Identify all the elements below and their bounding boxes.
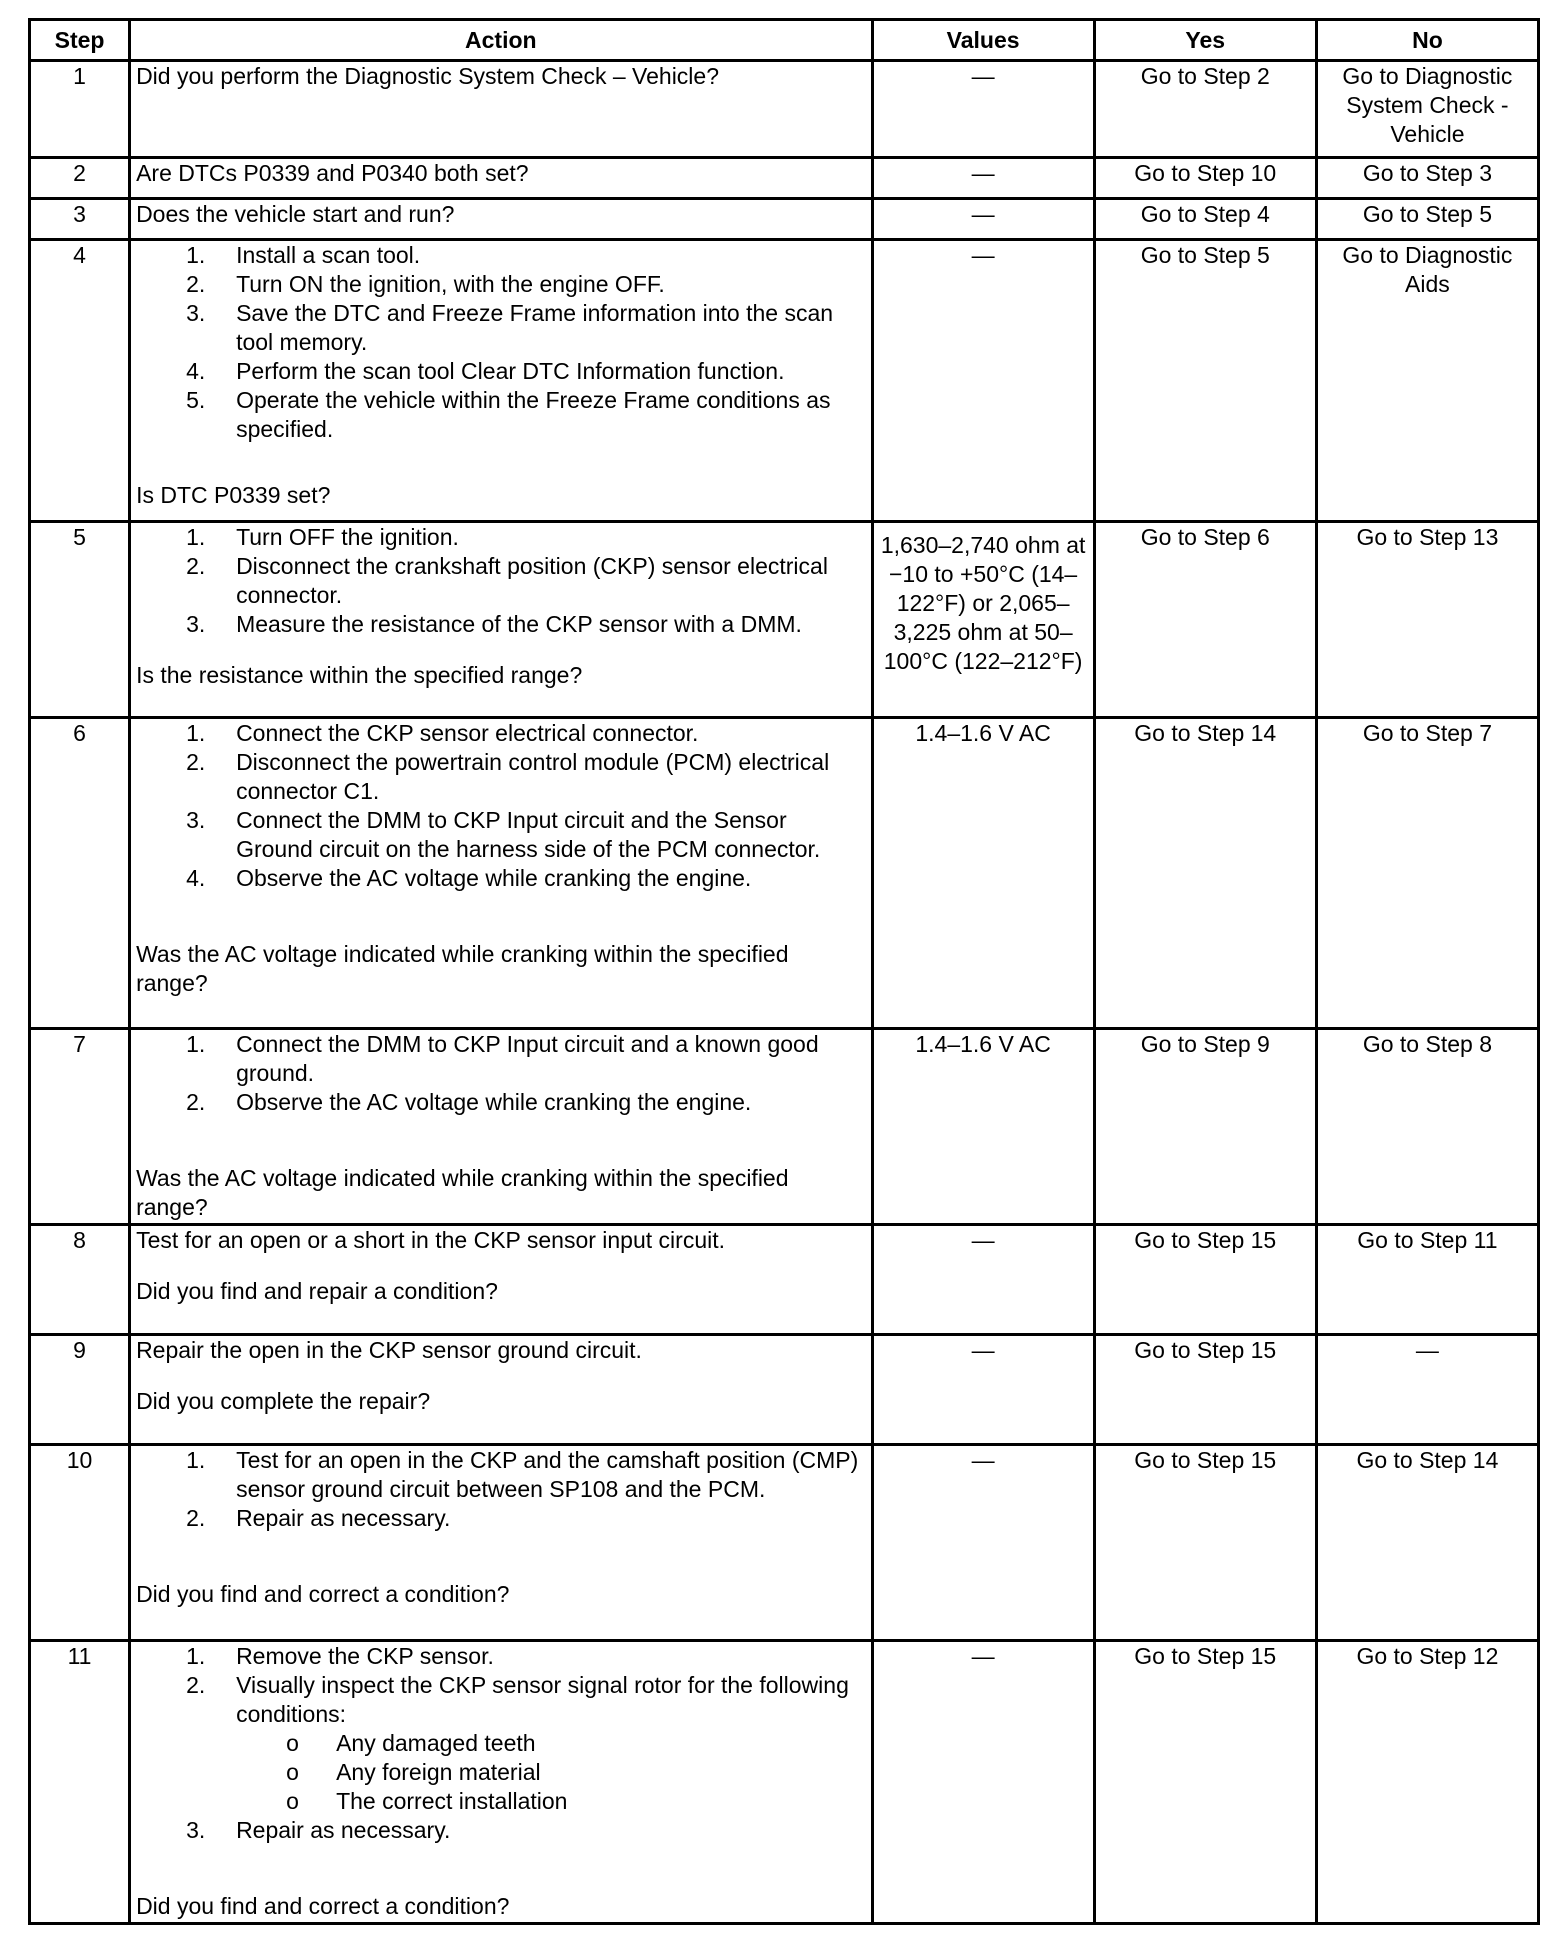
yes-cell: Go to Step 15	[1094, 1445, 1316, 1641]
condition-text: Any foreign material	[336, 1759, 541, 1785]
yes-cell: Go to Step 9	[1094, 1029, 1316, 1225]
substep	[136, 1088, 865, 1117]
yes-cell: Go to Step 15	[1094, 1225, 1316, 1335]
condition-text: The correct installation	[336, 1788, 568, 1814]
table-row-step-11	[30, 1641, 1539, 1924]
values-cell: 1,630–2,740 ohm at −10 to +50°C (14–122°F) or 2,065–3,225 ohm at 50–100°C (122–212°F)	[872, 522, 1094, 718]
question-text: Is the resistance within the specified range?	[136, 662, 583, 688]
question-text: Did you perform the Diagnostic System Check – Vehicle?	[136, 63, 720, 89]
header-action: Action	[130, 20, 872, 61]
step-number: 4	[30, 240, 130, 522]
substep-number: 1.	[186, 524, 206, 550]
substep-list	[136, 1642, 865, 1845]
bullet-mark: o	[286, 1759, 299, 1785]
values-cell: —	[872, 1445, 1094, 1641]
no-cell: Go to Step 11	[1316, 1225, 1538, 1335]
condition-text: Any damaged teeth	[336, 1730, 536, 1756]
no-cell: —	[1316, 1335, 1538, 1445]
substep-number: 3.	[186, 611, 206, 637]
table-row-step-7	[30, 1029, 1539, 1225]
header-values: Values	[872, 20, 1094, 61]
step-number: 9	[30, 1335, 130, 1445]
substep	[136, 523, 865, 552]
no-cell: Go to Diagnostic Aids	[1316, 240, 1538, 522]
substep-number: 2.	[186, 1672, 206, 1698]
substep-text: Observe the AC voltage while cranking the engine.	[236, 865, 752, 891]
step-number: 2	[30, 158, 130, 199]
substep	[136, 1446, 865, 1504]
no-cell: Go to Step 12	[1316, 1641, 1538, 1924]
substep	[136, 806, 865, 864]
action-cell	[130, 522, 872, 718]
no-cell: Go to Step 13	[1316, 522, 1538, 718]
action-cell	[130, 1225, 872, 1335]
substep-number: 1.	[186, 242, 206, 268]
question-text: Does the vehicle start and run?	[136, 201, 455, 227]
substep	[136, 1030, 865, 1088]
question-text: Did you find and correct a condition?	[136, 1581, 510, 1607]
substep	[136, 299, 865, 357]
yes-cell: Go to Step 10	[1094, 158, 1316, 199]
substep	[136, 552, 865, 610]
substep-text: Install a scan tool.	[236, 242, 421, 268]
header-step: Step	[30, 20, 130, 61]
substep-text: Repair as necessary.	[236, 1505, 451, 1531]
substep-text: Test for an open in the CKP and the camshaft position (CMP) sensor ground circuit between SP108 and the PCM.	[236, 1447, 859, 1502]
values-cell: —	[872, 1641, 1094, 1924]
bullet-mark: o	[286, 1788, 299, 1814]
table-row-step-8	[30, 1225, 1539, 1335]
question-text: Did you complete the repair?	[136, 1388, 431, 1414]
step-number: 7	[30, 1029, 130, 1225]
action-cell	[130, 199, 872, 240]
action-cell	[130, 1029, 872, 1225]
question-text: Was the AC voltage indicated while cranking within the specified range?	[136, 1165, 789, 1220]
substep-list	[136, 523, 865, 639]
substep-number: 5.	[186, 387, 206, 413]
substep-number: 2.	[186, 1089, 206, 1115]
no-cell: Go to Step 7	[1316, 718, 1538, 1029]
values-cell: —	[872, 1225, 1094, 1335]
no-cell: Go to Step 14	[1316, 1445, 1538, 1641]
substep-number: 2.	[186, 271, 206, 297]
no-cell: Go to Step 5	[1316, 199, 1538, 240]
values-cell: 1.4–1.6 V AC	[872, 718, 1094, 1029]
substep-list	[136, 1446, 865, 1533]
no-cell: Go to Diagnostic System Check - Vehicle	[1316, 61, 1538, 158]
step-number: 1	[30, 61, 130, 158]
substep-number: 1.	[186, 720, 206, 746]
substep	[136, 241, 865, 270]
action-cell	[130, 1445, 872, 1641]
header-yes: Yes	[1094, 20, 1316, 61]
header-row	[30, 20, 1539, 61]
diagnostic-table	[28, 18, 1540, 1925]
no-cell: Go to Step 8	[1316, 1029, 1538, 1225]
values-cell: —	[872, 61, 1094, 158]
substep	[136, 1504, 865, 1533]
action-cell	[130, 240, 872, 522]
table-row-step-10	[30, 1445, 1539, 1641]
action-cell	[130, 1641, 872, 1924]
step-number: 8	[30, 1225, 130, 1335]
substep-list	[136, 719, 865, 893]
bullet-mark: o	[286, 1730, 299, 1756]
action-cell	[130, 61, 872, 158]
substep-text: Operate the vehicle within the Freeze Frame conditions as specified.	[236, 387, 831, 442]
substep-number: 1.	[186, 1031, 206, 1057]
step-number: 5	[30, 522, 130, 718]
no-cell: Go to Step 3	[1316, 158, 1538, 199]
substep-text: Turn ON the ignition, with the engine OFF.	[236, 271, 665, 297]
table-row-step-5	[30, 522, 1539, 718]
lead-text: Repair the open in the CKP sensor ground circuit.	[136, 1337, 642, 1363]
substep	[136, 1671, 865, 1816]
substep-number: 3.	[186, 300, 206, 326]
substep	[136, 610, 865, 639]
yes-cell: Go to Step 15	[1094, 1335, 1316, 1445]
values-cell: —	[872, 158, 1094, 199]
table-row-step-1	[30, 61, 1539, 158]
action-cell	[130, 1335, 872, 1445]
substep-number: 2.	[186, 1505, 206, 1531]
values-cell: 1.4–1.6 V AC	[872, 1029, 1094, 1225]
question-text: Did you find and repair a condition?	[136, 1278, 498, 1304]
substep	[136, 719, 865, 748]
substep-number: 1.	[186, 1447, 206, 1473]
values-cell: —	[872, 1335, 1094, 1445]
table-row-step-2	[30, 158, 1539, 199]
substep-number: 4.	[186, 865, 206, 891]
condition-item	[136, 1787, 865, 1816]
yes-cell: Go to Step 5	[1094, 240, 1316, 522]
step-number: 11	[30, 1641, 130, 1924]
condition-list	[136, 1729, 865, 1816]
yes-cell: Go to Step 4	[1094, 199, 1316, 240]
question-text: Did you find and correct a condition?	[136, 1893, 510, 1919]
yes-cell: Go to Step 14	[1094, 718, 1316, 1029]
substep	[136, 864, 865, 893]
substep-text: Remove the CKP sensor.	[236, 1643, 494, 1669]
substep-text: Connect the DMM to CKP Input circuit and a known good ground.	[236, 1031, 819, 1086]
yes-cell: Go to Step 6	[1094, 522, 1316, 718]
substep-text: Connect the DMM to CKP Input circuit and the Sensor Ground circuit on the harness side of the PCM connector.	[236, 807, 821, 862]
action-cell	[130, 718, 872, 1029]
step-number: 3	[30, 199, 130, 240]
substep-number: 1.	[186, 1643, 206, 1669]
substep-text: Measure the resistance of the CKP sensor with a DMM.	[236, 611, 802, 637]
table-row-step-9	[30, 1335, 1539, 1445]
substep-text: Visually inspect the CKP sensor signal rotor for the following conditions:	[236, 1672, 849, 1727]
substep-number: 2.	[186, 749, 206, 775]
question-text: Is DTC P0339 set?	[136, 482, 331, 508]
substep-text: Connect the CKP sensor electrical connector.	[236, 720, 699, 746]
substep	[136, 386, 865, 444]
substep-number: 3.	[186, 807, 206, 833]
header-no: No	[1316, 20, 1538, 61]
condition-item	[136, 1758, 865, 1787]
action-cell	[130, 158, 872, 199]
substep	[136, 1642, 865, 1671]
step-number: 6	[30, 718, 130, 1029]
substep-text: Disconnect the powertrain control module (PCM) electrical connector C1.	[236, 749, 830, 804]
lead-text: Test for an open or a short in the CKP sensor input circuit.	[136, 1227, 725, 1253]
substep-text: Turn OFF the ignition.	[236, 524, 459, 550]
substep-list	[136, 241, 865, 444]
substep-text: Save the DTC and Freeze Frame information into the scan tool memory.	[236, 300, 834, 355]
substep-text: Repair as necessary.	[236, 1817, 451, 1843]
condition-item	[136, 1729, 865, 1758]
substep-number: 2.	[186, 553, 206, 579]
substep-list	[136, 1030, 865, 1117]
table-row-step-3	[30, 199, 1539, 240]
substep-number: 3.	[186, 1817, 206, 1843]
question-text: Are DTCs P0339 and P0340 both set?	[136, 160, 529, 186]
values-cell: —	[872, 240, 1094, 522]
values-cell: —	[872, 199, 1094, 240]
substep	[136, 1816, 865, 1845]
table-row-step-4	[30, 240, 1539, 522]
table-row-step-6	[30, 718, 1539, 1029]
substep	[136, 270, 865, 299]
substep-number: 4.	[186, 358, 206, 384]
diagnostic-table-wrapper	[28, 18, 1540, 1925]
substep	[136, 357, 865, 386]
substep-text: Observe the AC voltage while cranking the engine.	[236, 1089, 752, 1115]
yes-cell: Go to Step 15	[1094, 1641, 1316, 1924]
substep-text: Perform the scan tool Clear DTC Information function.	[236, 358, 785, 384]
step-number: 10	[30, 1445, 130, 1641]
substep-text: Disconnect the crankshaft position (CKP) sensor electrical connector.	[236, 553, 828, 608]
substep	[136, 748, 865, 806]
yes-cell: Go to Step 2	[1094, 61, 1316, 158]
question-text: Was the AC voltage indicated while cranking within the specified range?	[136, 941, 789, 996]
